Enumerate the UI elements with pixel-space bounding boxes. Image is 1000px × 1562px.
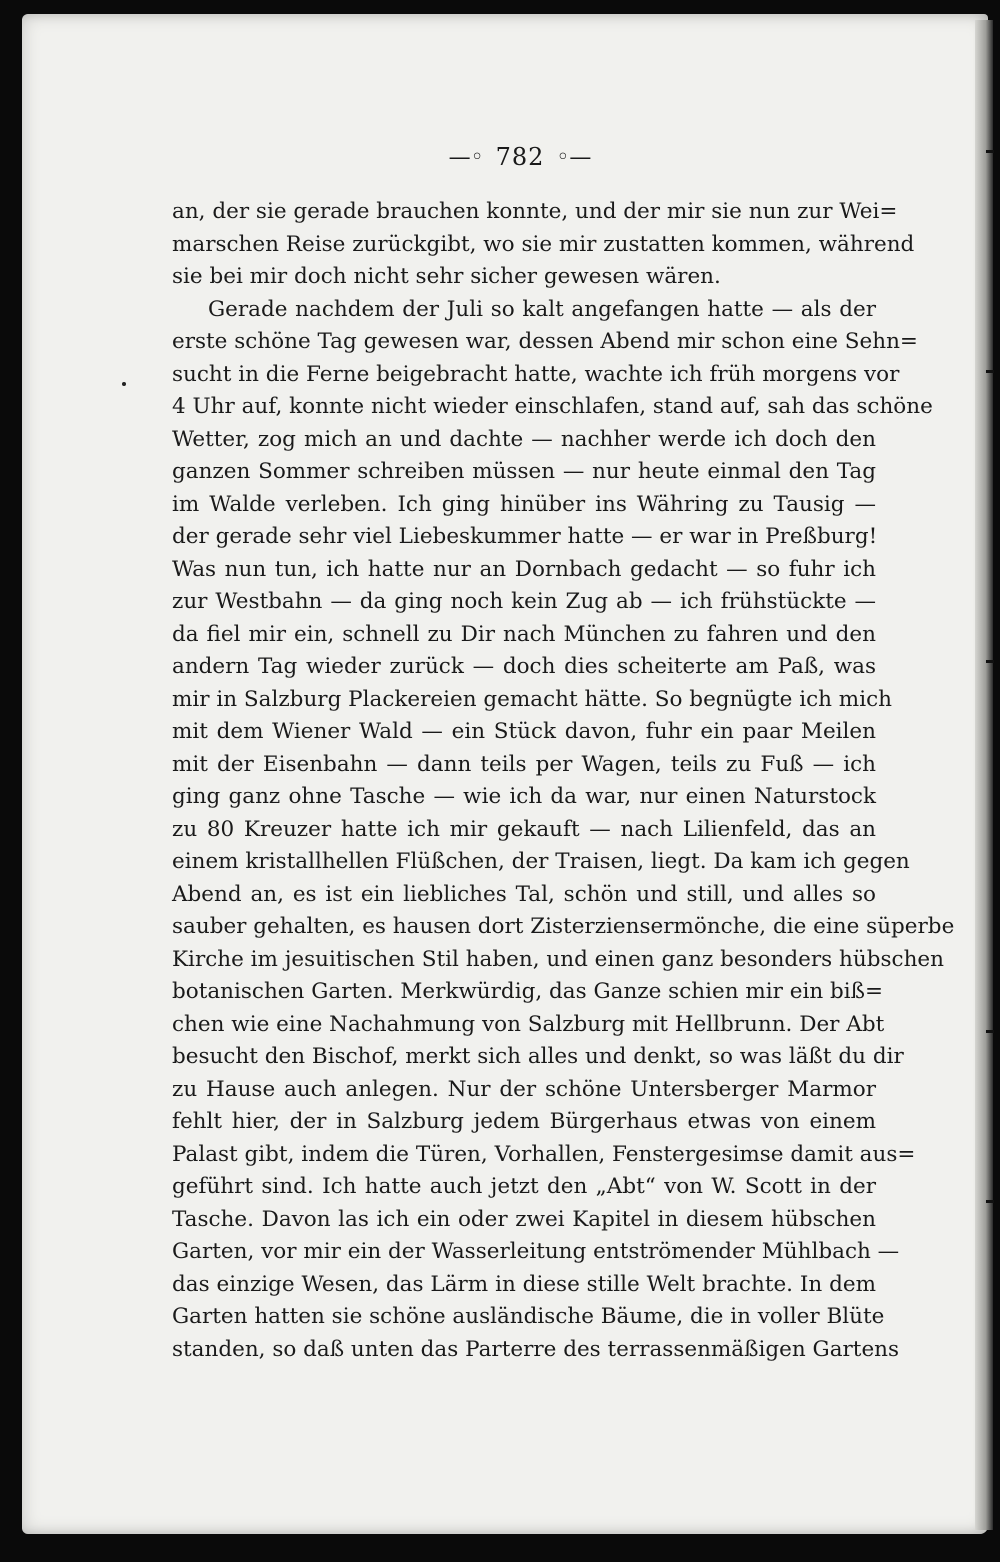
text-line: einem kristallhellen Flüßchen, der Traisen, liegt. Da kam ich gegen <box>172 849 910 874</box>
text-line: sucht in die Ferne beigebracht hatte, wachte ich früh morgens vor <box>172 361 900 387</box>
text-line: Palast gibt, indem die Türen, Vorhallen, Fenstergesimse damit aus= <box>172 1141 916 1167</box>
text-line: da fiel mir ein, schnell zu Dir nach München zu fahren und den <box>172 621 876 647</box>
text-line: Garten hatten sie schöne ausländische Bäume, die in voller Blüte <box>172 1304 885 1329</box>
text-line: sie bei mir doch nicht sehr sicher gewesen wären. <box>172 264 721 289</box>
text-line: geführt sind. Ich hatte auch jetzt den „Abt“ von W. Scott in der <box>172 1174 876 1199</box>
text-line: der gerade sehr viel Liebeskummer hatte — er war in Preßburg! <box>172 524 878 549</box>
text-line: Garten, vor mir ein der Wasserleitung entströmender Mühlbach — <box>172 1239 900 1264</box>
text-line: mit dem Wiener Wald — ein Stück davon, fuhr ein paar Meilen <box>172 719 876 744</box>
text-line: Kirche im jesuitischen Stil haben, und einen ganz besonders hübschen <box>172 946 944 972</box>
text-line: Tasche. Davon las ich ein oder zwei Kapitel in diesem hübschen <box>172 1206 876 1232</box>
ink-speck <box>122 382 126 386</box>
text-line: erste schöne Tag gewesen war, dessen Abend mir schon eine Sehn= <box>172 329 918 354</box>
page-number: 782 <box>495 143 545 171</box>
text-line: mir in Salzburg Plackereien gemacht hätte. So begnügte ich mich <box>172 686 892 712</box>
body-text <box>172 196 955 1366</box>
text-line: sauber gehalten, es hausen dort Zisterziensermönche, die eine süperbe <box>172 914 955 939</box>
text-line: Gerade nachdem der Juli so kalt angefangen hatte — als der <box>208 296 876 322</box>
text-line: zu 80 Kreuzer hatte ich mir gekauft — nach Lilienfeld, das an <box>172 816 876 842</box>
ornament-right-icon: ◦— <box>556 144 592 170</box>
ornament-left-icon: —◦ <box>448 144 484 170</box>
text-line: marschen Reise zurückgibt, wo sie mir zustatten kommen, während <box>172 231 915 257</box>
text-line: ging ganz ohne Tasche — wie ich da war, nur einen Naturstock <box>172 784 876 809</box>
text-line: chen wie eine Nachahmung von Salzburg mit Hellbrunn. Der Abt <box>172 1011 885 1037</box>
text-line: Wetter, zog mich an und dachte — nachher werde ich doch den <box>172 426 876 452</box>
text-line: das einzige Wesen, das Lärm in diese stille Welt brachte. In dem <box>172 1271 876 1297</box>
text-line: Was nun tun, ich hatte nur an Dornbach gedacht — so fuhr ich <box>172 556 876 582</box>
text-line: botanischen Garten. Merkwürdig, das Ganze schien mir ein biß= <box>172 979 884 1004</box>
text-line: ganzen Sommer schreiben müssen — nur heute einmal den Tag <box>172 459 876 484</box>
text-line: an, der sie gerade brauchen konnte, und der mir sie nun zur Wei= <box>172 199 898 224</box>
text-line: 4 Uhr auf, konnte nicht wieder einschlafen, stand auf, sah das schöne <box>172 394 933 419</box>
text-line: zur Westbahn — da ging noch kein Zug ab — ich frühstückte — <box>172 589 876 614</box>
text-line: im Walde verleben. Ich ging hinüber ins Währing zu Tausig — <box>172 491 876 517</box>
text-line: andern Tag wieder zurück — doch dies scheiterte am Paß, was <box>172 654 876 679</box>
text-line: zu Hause auch anlegen. Nur der schöne Untersberger Marmor <box>172 1076 876 1102</box>
binding-marks <box>984 120 994 1420</box>
text-line: besucht den Bischof, merkt sich alles und denkt, so was läßt du dir <box>172 1044 904 1069</box>
page-header <box>420 140 620 174</box>
text-line: standen, so daß unten das Parterre des terrassenmäßigen Gartens <box>172 1336 900 1362</box>
text-line: mit der Eisenbahn — dann teils per Wagen, teils zu Fuß — ich <box>172 751 876 777</box>
text-line: fehlt hier, der in Salzburg jedem Bürgerhaus etwas von einem <box>172 1109 876 1134</box>
text-line: Abend an, es ist ein liebliches Tal, schön und still, und alles so <box>172 881 876 907</box>
